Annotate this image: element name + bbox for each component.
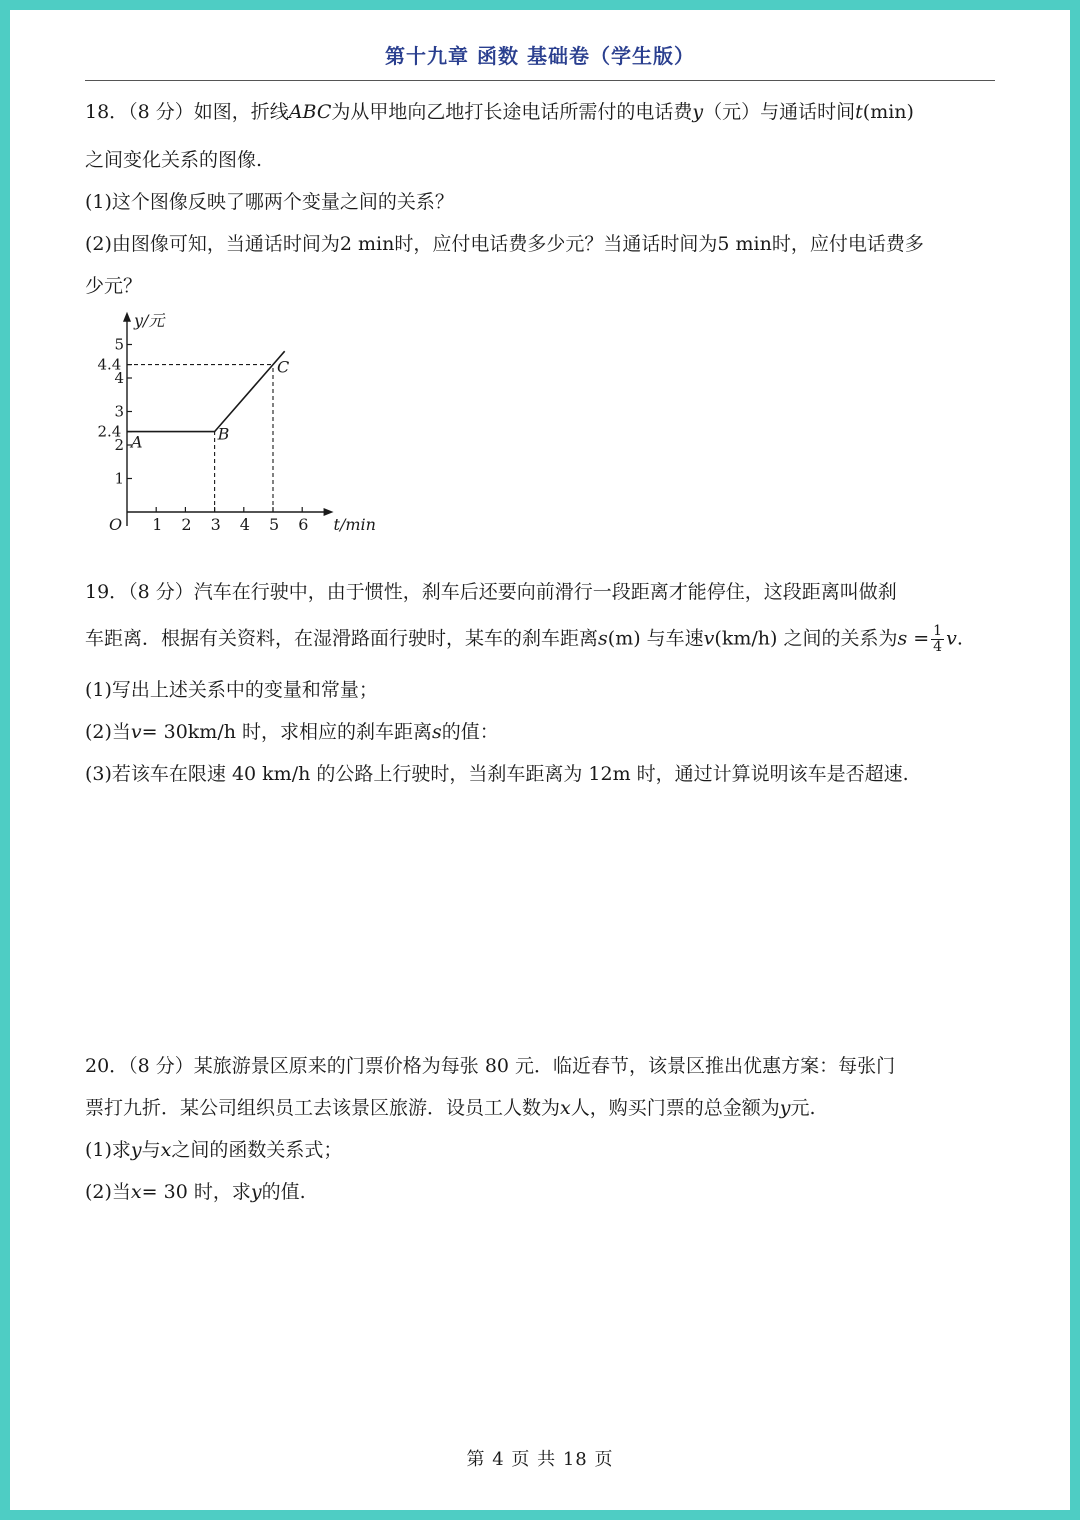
q20-p2-c: 的值. — [261, 1181, 306, 1203]
q20-p1-a: (1)求 — [85, 1139, 131, 1161]
q18-intro-b: 为从甲地向乙地打长途电话所需付的电话费 — [331, 101, 693, 123]
q20-x: x — [560, 1097, 571, 1119]
point-label-a: A — [131, 432, 143, 452]
phone-fee-graph — [86, 310, 376, 535]
q19-part1: (1)写出上述关系中的变量和常量； — [85, 679, 378, 701]
q19-p2-b: = 30km/h 时，求相应的刹车距离 — [141, 721, 433, 743]
q20-line2-b: 人，购买门票的总金额为 — [570, 1097, 780, 1119]
q18-intro-a: 18．（8 分）如图，折线 — [85, 101, 289, 123]
q19-p2-v: v — [130, 721, 142, 743]
y-tick-label: 4.4 — [97, 355, 122, 374]
q19-line2-a: 车距离．根据有关资料，在湿滑路面行驶时，某车的刹车距离 — [85, 627, 599, 650]
q19-line2 — [85, 624, 963, 655]
q19-dot: . — [956, 627, 963, 650]
y-tick-label: 1 — [114, 469, 125, 488]
q18-part1: (1)这个图像反映了哪两个变量之间的关系？ — [85, 191, 454, 213]
q18-part2-cont: 少元？ — [85, 275, 143, 297]
y-tick-label: 2 — [114, 436, 125, 454]
y-tick-label: 4 — [114, 369, 125, 387]
q19-p2-s: s — [432, 721, 442, 743]
origin-label: O — [109, 515, 123, 534]
q19-frac-den: 4 — [933, 639, 943, 655]
q20-p1-b: 与 — [141, 1139, 161, 1161]
q19-s: s — [598, 627, 608, 650]
series-line-abc — [127, 351, 285, 431]
y-tick-label: 3 — [114, 402, 125, 421]
q20-p2-b: = 30 时，求 — [141, 1181, 251, 1203]
q19-part3: (3)若该车在限速 40 km/h 的公路上行驶时，当刹车距离为 12m 时，通过计算说明该车是否超速. — [85, 763, 909, 785]
q20-line2-c: 元. — [790, 1097, 816, 1119]
x-tick-label: 4 — [239, 515, 250, 534]
q18-part2: (2)由图像可知，当通话时间为2 min时，应付电话费多少元？当通话时间为5 min时，应付电话费多 — [85, 233, 924, 255]
q20-p2-y: y — [250, 1181, 262, 1203]
y-axis-label: y/元 — [134, 310, 165, 330]
x-tick-label: 3 — [210, 515, 221, 534]
q20-p2-x: x — [130, 1181, 142, 1203]
y-tick-label: 5 — [114, 335, 125, 354]
x-tick-label: 6 — [298, 515, 309, 534]
q20-line2 — [85, 1096, 816, 1120]
q19-line2-b: (m) 与车速 — [607, 627, 704, 650]
q19-p2-c: 的值： — [441, 721, 499, 743]
q19-v: v — [703, 627, 715, 650]
q18-abc: ABC — [288, 101, 332, 123]
q19-part2 — [85, 720, 499, 744]
x-tick-label: 2 — [181, 515, 192, 534]
x-axis-arrow — [324, 508, 334, 516]
page-title: 第十九章 函数 基础卷（学生版） — [385, 44, 695, 68]
q20-y: y — [779, 1097, 791, 1119]
x-tick-label: 5 — [269, 515, 280, 534]
q19-frac-num: 1 — [933, 623, 943, 639]
point-label-b: B — [217, 424, 230, 444]
q18-intro-c: （元）与通话时间 — [703, 101, 856, 123]
q19-fraction — [931, 624, 944, 655]
q19-v-end: v — [946, 627, 957, 650]
q20-p2-a: (2)当 — [85, 1181, 131, 1203]
q18-line2: 之间变化关系的图像. — [85, 149, 263, 171]
point-label-c: C — [277, 357, 290, 377]
q19-s-eq: s = — [897, 627, 930, 650]
q20-p1-y: y — [130, 1139, 142, 1161]
document-page — [10, 10, 1070, 1510]
y-tick-label: 2.4 — [97, 422, 122, 441]
q18-y: y — [692, 101, 704, 123]
q20-line2-a: 票打九折．某公司组织员工去该景区旅游．设员工人数为 — [85, 1097, 561, 1119]
x-axis-label: t/min — [333, 515, 376, 534]
q20-p1-c: 之间的函数关系式； — [171, 1139, 343, 1161]
q20-p1-x: x — [160, 1139, 172, 1161]
q19-line2-c: (km/h) 之间的关系为 — [714, 627, 898, 650]
q19-line1: 19．（8 分）汽车在行驶中，由于惯性，刹车后还要向前滑行一段距离才能停住，这段距离叫做刹 — [85, 581, 897, 603]
header-divider — [85, 80, 995, 81]
q20-part2 — [85, 1180, 306, 1204]
q18-line1 — [85, 100, 914, 124]
page-footer: 第 4 页 共 18 页 — [466, 1449, 614, 1470]
q18-intro-d: (min) — [862, 101, 914, 123]
q20-line1: 20．（8 分）某旅游景区原来的门票价格为每张 80 元．临近春节，该景区推出优惠方案：每张门 — [85, 1055, 896, 1077]
q20-part1 — [85, 1138, 342, 1162]
q18-t: t — [855, 101, 863, 123]
y-axis-arrow — [123, 312, 131, 322]
x-tick-label: 1 — [152, 515, 163, 534]
q19-p2-a: (2)当 — [85, 721, 131, 743]
